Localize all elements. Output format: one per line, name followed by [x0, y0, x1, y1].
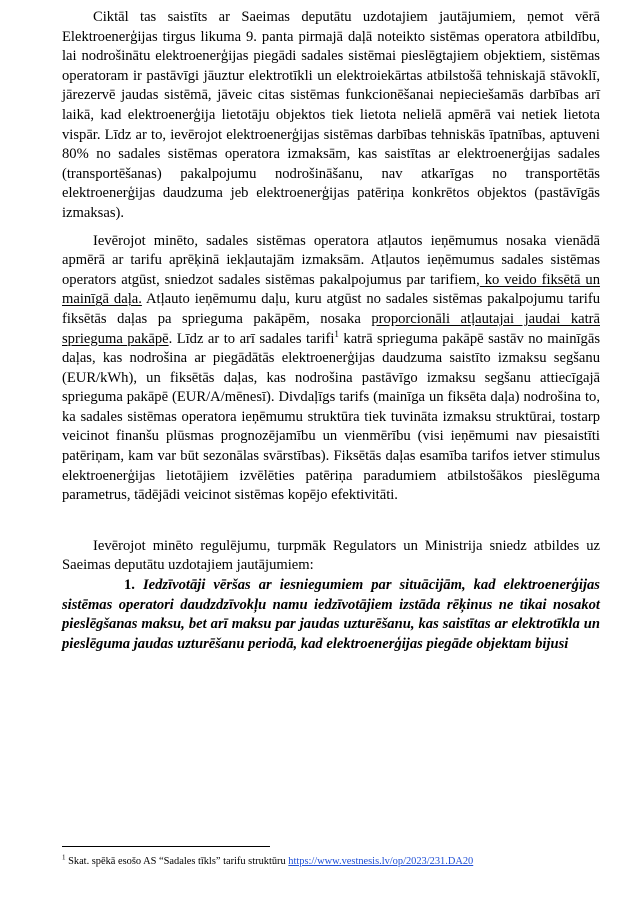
question-1: [62, 576, 600, 654]
paragraph-system-operator-costs: Ciktāl tas saistīts ar Saeimas deputātu uzdotajiem jautājumiem, ņemot vērā Elektroenerģijas tirgus likuma 9. panta pirmajā daļā noteikto sistēmas operatora atbildību, lai nodrošinātu elektroenerģijas piegādi sadales sistēmai pieslēgtajiem objektiem, sistēmas operatoram ir pastāvīgi jāuztur elektrotīkli un elektroiekārtas atbilstošā tehniskajā stāvoklī, jārezervē jaudas sistēmā, jāveic citas sistēmas funkcionēšanai nepieciešamās darbības arī laikā, kad elektroenerģija lietotāju objektos tiek lietota nelielā apmērā vai netiek lietota vispār. Līdz ar to, ievērojot elektroenerģijas sistēmas darbības tehniskās īpatnības, aptuveni 80% no sadales sistēmas operatora izmaksām, kas saistītas ar elektroenerģijas sadales (transportēšanas) pakalpojumu nodrošināšanu, nav atkarīgas no transportētās elektroenerģijas daudzuma jeb elektroenerģijas patēriņa konkrētos objektos (pastāvīgās izmaksas).: [62, 9, 600, 221]
footnote: [62, 855, 622, 868]
document-page: [62, 8, 600, 654]
paragraph-regulator-answers-intro: Ievērojot minēto regulējumu, turpmāk Regulators un Ministrija sniedz atbildes uz Saeimas deputātu uzdotajiem jautājumiem:: [62, 537, 600, 574]
paragraph-allowed-revenue-text-4: katrā sprieguma pakāpē sastāv no mainīgās daļas, kas nodrošina ar piegādātās elektroenerģijas daudzuma saistīto izmaksu segšanu (EUR/kWh), un fiksētās daļas, kas nodrošina pastāvīgo izmaksu segšanu attiecīgajā sprieguma pakāpē (EUR/A/mēnesī). Divdaļīgs tarifs (mainīga un fiksēta daļa) nodrošina to, ka sadales sistēmas operatora ieņēmumu struktūra tiek tuvināta izmaksu struktūrai, tostarp veicinot finanšu plūsmas prognozējamību un vienmērību (visi ieņēmumi nav piesaistīti patēriņam, kam var būt sezonālas svārstības). Fiksētās daļas esamība tarifos ietver stimulus elektroenerģijas lietotājiem izvēlēties patēriņa paradumiem atbilstošākos pieslēguma parametrus, tādējādi veicinot sistēmas kopējo efektivitāti.: [62, 330, 600, 504]
underlined-fixed-variable-part: ko veido fiksētā un mainīgā daļa.: [62, 271, 600, 308]
question-1-text: Iedzīvotāji vēršas ar iesniegumiem par situācijām, kad elektroenerģijas sistēmas operatori daudzdzīvokļu namu iedzīvotājiem izstāda rēķinus ne tikai nosakot pieslēgšanas maksu, bet arī maksu par jaudas uzturēšanu, kas saistītas ar elektrotīkla un pieslēguma jaudas uzturēšanu periodā, kad elektroenerģijas piegāde objektam bijusi: [62, 577, 600, 652]
footnote-link[interactable]: https://www.vestnesis.lv/op/2023/231.DA20: [288, 856, 474, 867]
paragraph-allowed-revenue-text-2: Atļauto ieņēmumu daļu, kuru atgūst no sadales sistēmas pakalpojumu tarifu fiksētās daļas pa sprieguma pakāpēm, nosaka: [62, 291, 600, 327]
paragraph-allowed-revenue-text-1: Ievērojot minēto, sadales sistēmas operatora atļautos ieņēmumus nosaka vienādā apmērā ar tarifu aprēķinā iekļautajām izmaksām. Atļautos ieņēmumus sadales sistēmas operators atgūst, sniedzot sadales sistēmas pakalpojumus par tarifiem,: [62, 232, 600, 288]
underlined-proportional-capacity: proporcionāli atļautajai jaudai katrā sprieguma pakāpē: [62, 310, 600, 347]
question-1-number: 1.: [124, 577, 135, 594]
footnote-reference: 1: [334, 328, 339, 339]
footnote-text: Skat. spēkā esošo AS “Sadales tīkls” tarifu struktūru: [65, 856, 289, 867]
paragraph-allowed-revenue: [62, 232, 600, 506]
footnote-marker: 1: [62, 853, 66, 862]
paragraph-allowed-revenue-text-3: . Līdz ar to arī sadales tarifi: [168, 330, 335, 347]
footnote-divider: [62, 846, 270, 847]
